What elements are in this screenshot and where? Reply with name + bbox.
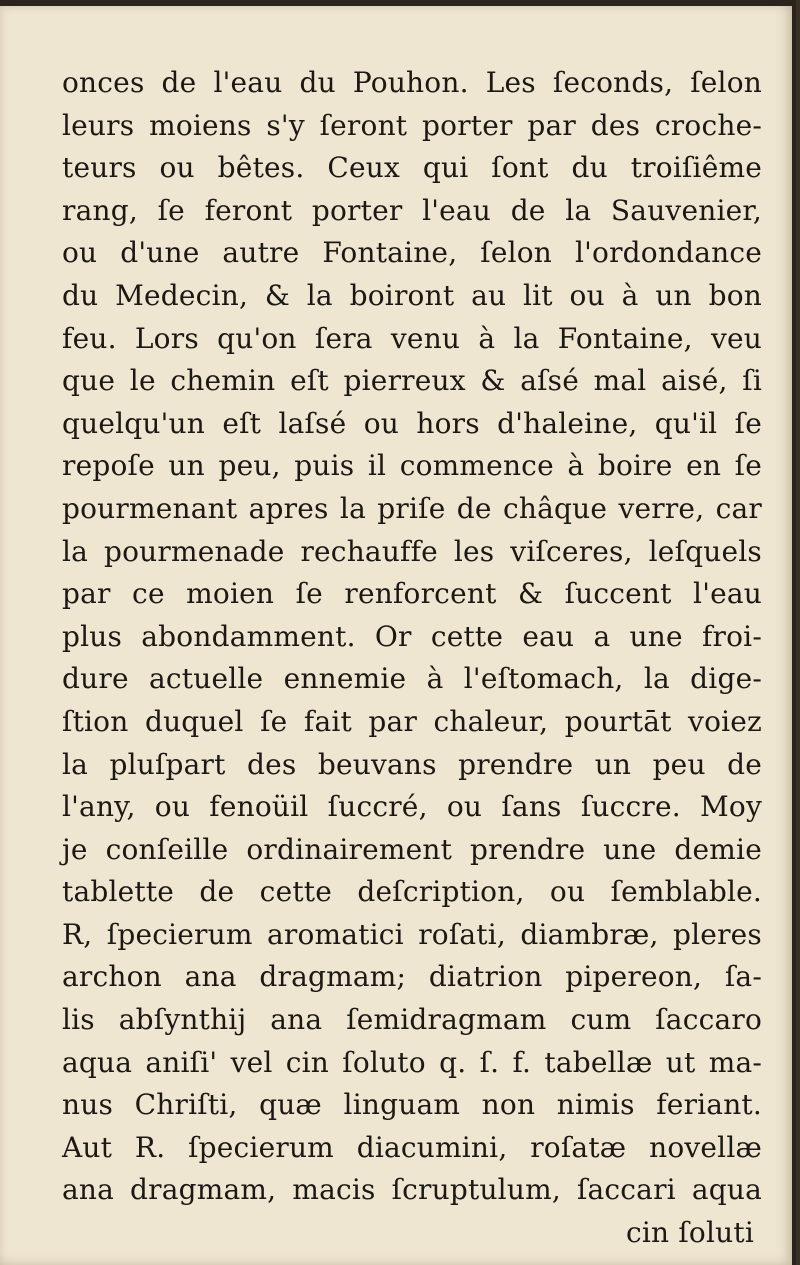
text-line: par ce moien ſe renforcent & ſuccent l'eau (62, 577, 762, 611)
text-line: archon ana dragmam; diatrion pipereon, ſa- (62, 960, 762, 994)
text-line: Aut R. ſpecierum diacumini, roſatæ novellæ (62, 1130, 762, 1164)
text-line: tablette de cette deſcription, ou ſemblable. (62, 875, 762, 909)
text-line: lis abſynthij ana ſemidragmam cum ſaccaro (62, 1003, 762, 1037)
text-line: quelqu'un eſt laſsé ou hors d'haleine, qu'il ſe (62, 406, 762, 440)
page-top-border (0, 0, 796, 6)
text-line-final: cin ſoluti (626, 1216, 754, 1250)
text-line: la pourmenade rechauffe les viſceres, leſquels (62, 534, 762, 568)
text-line: repoſe un peu, puis il commence à boire en ſe (62, 449, 762, 483)
text-line: l'any, ou fenoüil ſuccré, ou ſans ſuccre. Moy (62, 790, 762, 824)
text-line: rang, ſe feront porter l'eau de la Sauvenier, (62, 193, 762, 227)
text-line: nus Chriſti, quæ linguam non nimis feriant. (62, 1088, 762, 1122)
text-line: que le chemin eſt pierreux & aſsé mal aisé, ſi (62, 364, 762, 398)
text-line: plus abondamment. Or cette eau a une froi- (62, 619, 762, 653)
text-line: aqua aniſi' vel cin ſoluto q. ſ. f. tabellæ ut ma- (62, 1045, 762, 1079)
text-line: teurs ou bêtes. Ceux qui ſont du troiſiême (62, 151, 762, 185)
text-line: la pluſpart des beuvans prendre un peu de (62, 747, 762, 781)
text-line: dure actuelle ennemie à l'eſtomach, la dige- (62, 662, 762, 696)
text-line: je conſeille ordinairement prendre une demie (62, 832, 762, 866)
body-text (62, 62, 762, 1255)
page-right-edge (792, 0, 796, 1265)
text-line: ana dragmam, macis ſcruptulum, ſaccari aqua (62, 1173, 762, 1207)
text-line: ſtion duquel ſe fait par chaleur, pourtāt voiez (62, 704, 762, 738)
text-line: pourmenant apres la priſe de châque verre, car (62, 491, 762, 525)
text-line: leurs moiens s'y ſeront porter par des croche- (62, 108, 762, 142)
text-line: du Medecin, & la boiront au lit ou à un bon (62, 278, 762, 312)
text-line: onces de l'eau du Pouhon. Les ſeconds, ſelon (62, 66, 762, 99)
text-line: feu. Lors qu'on ſera venu à la Fontaine, veu (62, 321, 762, 355)
text-line: ou d'une autre Fontaine, ſelon l'ordondance (62, 236, 762, 270)
text-line: R, ſpecierum aromatici roſati, diambræ, pleres (62, 917, 762, 951)
